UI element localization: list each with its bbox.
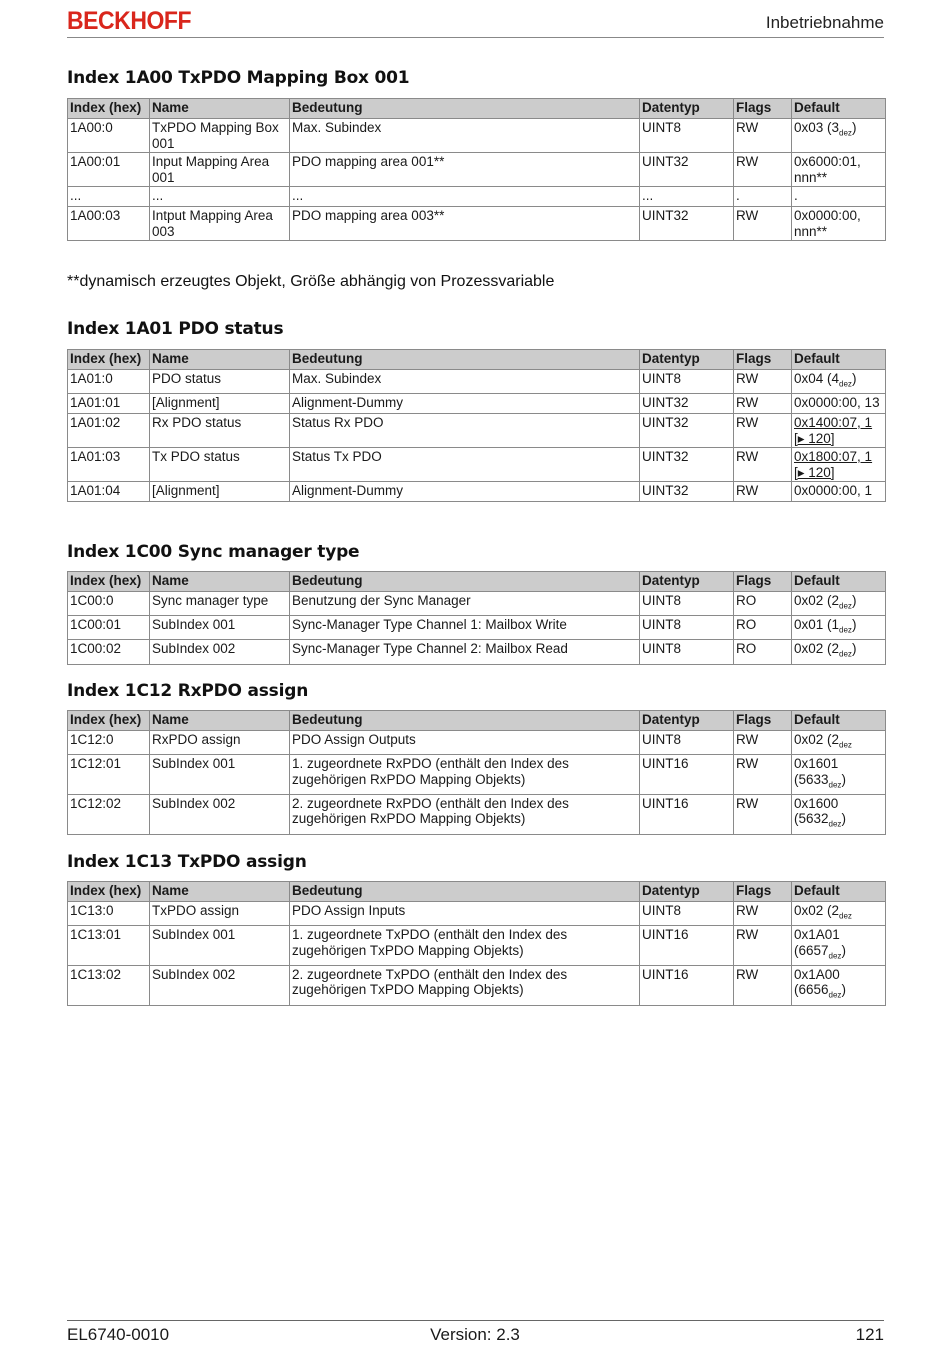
table-cell: [Alignment] <box>150 394 290 414</box>
table-row <box>68 755 886 795</box>
column-header: Default <box>792 882 886 902</box>
table-header-row <box>68 350 886 370</box>
table-row <box>68 370 886 394</box>
table-cell: ... <box>68 187 150 207</box>
object-table <box>67 349 886 502</box>
table-cell: Status Rx PDO <box>290 414 640 448</box>
table-cell: UINT16 <box>640 965 734 1005</box>
table-cell: SubIndex 002 <box>150 965 290 1005</box>
table-cell: UINT16 <box>640 926 734 966</box>
table-cell: SubIndex 002 <box>150 794 290 834</box>
table-cell: RW <box>734 926 792 966</box>
table-cell: ... <box>150 187 290 207</box>
table-cell: Alignment-Dummy <box>290 394 640 414</box>
table-cell: 1A00:01 <box>68 153 150 187</box>
table-header-row <box>68 711 886 731</box>
table-row <box>68 965 886 1005</box>
table-cell: Intput Mapping Area 003 <box>150 207 290 241</box>
table-cell: TxPDO assign <box>150 902 290 926</box>
section-title: Index 1A01 PDO status <box>67 319 284 339</box>
column-header: Name <box>150 572 290 592</box>
table-cell: RO <box>734 616 792 640</box>
table-cell: RW <box>734 207 792 241</box>
table-cell: UINT32 <box>640 482 734 502</box>
column-header: Flags <box>734 882 792 902</box>
column-header: Name <box>150 350 290 370</box>
default-value-link[interactable]: 0x1800:07, 1 [▸ 120] <box>794 449 873 480</box>
table-cell: ... <box>290 187 640 207</box>
table-cell: UINT8 <box>640 119 734 153</box>
table-cell: 0x1601 $(5633_{dez})$ <box>792 755 886 795</box>
table-cell: UINT32 <box>640 414 734 448</box>
table-cell: Tx PDO status <box>150 448 290 482</box>
footer-page-number: 121 <box>855 1325 884 1344</box>
table-cell: 1A01:01 <box>68 394 150 414</box>
table-cell: UINT8 <box>640 640 734 664</box>
table-cell: 1A00:03 <box>68 207 150 241</box>
column-header: Datentyp <box>640 882 734 902</box>
column-header: Bedeutung <box>290 711 640 731</box>
column-header: Index (hex) <box>68 99 150 119</box>
column-header: Index (hex) <box>68 711 150 731</box>
table-header-row <box>68 882 886 902</box>
table-cell: 1A01:02 <box>68 414 150 448</box>
table-row <box>68 119 886 153</box>
table-cell: 0x02 ($2_{dez}$ <box>792 902 886 926</box>
column-header: Flags <box>734 572 792 592</box>
table-cell: Alignment-Dummy <box>290 482 640 502</box>
column-header: Bedeutung <box>290 572 640 592</box>
table-cell: RW <box>734 370 792 394</box>
table-cell <box>792 448 886 482</box>
table-cell: RO <box>734 640 792 664</box>
table-cell: 0x04 $(4_{dez})$ <box>792 370 886 394</box>
table-row <box>68 414 886 448</box>
table-cell: RW <box>734 153 792 187</box>
table-cell: RW <box>734 482 792 502</box>
table-cell: Benutzung der Sync Manager <box>290 592 640 616</box>
column-header: Index (hex) <box>68 350 150 370</box>
table-cell: 0x0000:00, nnn** <box>792 207 886 241</box>
table-cell: 0x1A00 $(6656_{dez})$ <box>792 965 886 1005</box>
table-cell: SubIndex 001 <box>150 926 290 966</box>
object-table <box>67 571 886 665</box>
table-cell: Sync-Manager Type Channel 1: Mailbox Write <box>290 616 640 640</box>
table-cell: Status Tx PDO <box>290 448 640 482</box>
table-row <box>68 153 886 187</box>
table-cell: 1C13:01 <box>68 926 150 966</box>
table-cell: 2. zugeordnete RxPDO (enthält den Index des zugehörigen RxPDO Mapping Objekts) <box>290 794 640 834</box>
table-cell: UINT8 <box>640 902 734 926</box>
table-cell: RW <box>734 965 792 1005</box>
column-header: Default <box>792 99 886 119</box>
table-cell: 1C00:01 <box>68 616 150 640</box>
table-cell: RW <box>734 731 792 755</box>
table-cell: RxPDO assign <box>150 731 290 755</box>
table-cell: RW <box>734 902 792 926</box>
table-cell: 1C12:01 <box>68 755 150 795</box>
object-table <box>67 881 886 1006</box>
table-row <box>68 207 886 241</box>
table-cell: 1C12:0 <box>68 731 150 755</box>
table-row <box>68 794 886 834</box>
table-cell: PDO Assign Outputs <box>290 731 640 755</box>
table-cell: 0x02 $(2_{dez})$ <box>792 592 886 616</box>
footer-product: EL6740-0010 <box>67 1325 170 1344</box>
table-cell: 0x02 ($2_{dez}$ <box>792 731 886 755</box>
chapter-title: Inbetriebnahme <box>765 13 884 32</box>
object-table <box>67 98 886 241</box>
table-cell: ... <box>640 187 734 207</box>
table-cell: 1C12:02 <box>68 794 150 834</box>
table-header-row <box>68 572 886 592</box>
column-header: Bedeutung <box>290 99 640 119</box>
table-cell: RW <box>734 755 792 795</box>
section-title: Index 1C13 TxPDO assign <box>67 852 307 872</box>
table-cell: [Alignment] <box>150 482 290 502</box>
table-cell: UINT8 <box>640 370 734 394</box>
table-row <box>68 616 886 640</box>
section-title: Index 1C00 Sync manager type <box>67 542 360 562</box>
column-header: Name <box>150 882 290 902</box>
table-cell: 0x0000:00, 13 <box>792 394 886 414</box>
table-cell: RW <box>734 794 792 834</box>
table-row <box>68 926 886 966</box>
table-cell: SubIndex 001 <box>150 616 290 640</box>
table-cell: Input Mapping Area 001 <box>150 153 290 187</box>
table-cell: 1C00:0 <box>68 592 150 616</box>
column-header: Index (hex) <box>68 572 150 592</box>
table-cell: UINT32 <box>640 448 734 482</box>
column-header: Datentyp <box>640 572 734 592</box>
table-cell: PDO mapping area 003** <box>290 207 640 241</box>
table-cell: 1. zugeordnete RxPDO (enthält den Index des zugehörigen RxPDO Mapping Objekts) <box>290 755 640 795</box>
default-value-link[interactable]: 0x1400:07, 1 [▸ 120] <box>794 415 873 446</box>
header-divider <box>67 37 884 38</box>
table-cell: PDO mapping area 001** <box>290 153 640 187</box>
table-cell: RO <box>734 592 792 616</box>
table-cell: TxPDO Mapping Box 001 <box>150 119 290 153</box>
column-header: Default <box>792 711 886 731</box>
table-row <box>68 448 886 482</box>
footnote: **dynamisch erzeugtes Objekt, Größe abhängig von Prozessvariable <box>67 273 555 290</box>
table-cell: 1C13:0 <box>68 902 150 926</box>
table-cell: 0x6000:01, nnn** <box>792 153 886 187</box>
table-row <box>68 731 886 755</box>
beckhoff-logo: BECKHOFF <box>67 7 192 35</box>
table-cell: 0x01 $(1_{dez})$ <box>792 616 886 640</box>
table-cell: 1C00:02 <box>68 640 150 664</box>
footer-version: Version: 2.3 <box>430 1325 520 1344</box>
table-cell: UINT8 <box>640 731 734 755</box>
table-cell: Sync-Manager Type Channel 2: Mailbox Read <box>290 640 640 664</box>
column-header: Datentyp <box>640 99 734 119</box>
table-row <box>68 640 886 664</box>
table-cell: PDO Assign Inputs <box>290 902 640 926</box>
table-cell: UINT8 <box>640 616 734 640</box>
column-header: Name <box>150 99 290 119</box>
section-title: Index 1C12 RxPDO assign <box>67 681 309 701</box>
table-cell: 0x02 $(2_{dez})$ <box>792 640 886 664</box>
table-header-row <box>68 99 886 119</box>
table-cell: UINT32 <box>640 153 734 187</box>
table-cell: 1A01:04 <box>68 482 150 502</box>
table-cell: 1A00:0 <box>68 119 150 153</box>
table-cell: 0x1600 $(5632_{dez})$ <box>792 794 886 834</box>
table-cell: UINT16 <box>640 794 734 834</box>
table-row <box>68 394 886 414</box>
table-cell: . <box>792 187 886 207</box>
table-cell: RW <box>734 414 792 448</box>
footer-divider <box>67 1320 884 1321</box>
table-cell: RW <box>734 448 792 482</box>
column-header: Default <box>792 572 886 592</box>
column-header: Bedeutung <box>290 882 640 902</box>
table-cell: 1A01:0 <box>68 370 150 394</box>
table-cell: PDO status <box>150 370 290 394</box>
table-cell: Rx PDO status <box>150 414 290 448</box>
column-header: Default <box>792 350 886 370</box>
table-cell: SubIndex 001 <box>150 755 290 795</box>
column-header: Name <box>150 711 290 731</box>
table-cell <box>792 414 886 448</box>
column-header: Datentyp <box>640 711 734 731</box>
table-cell: RW <box>734 394 792 414</box>
table-cell: 1. zugeordnete TxPDO (enthält den Index des zugehörigen TxPDO Mapping Objekts) <box>290 926 640 966</box>
table-cell: UINT8 <box>640 592 734 616</box>
table-cell: 2. zugeordnete TxPDO (enthält den Index des zugehörigen TxPDO Mapping Objekts) <box>290 965 640 1005</box>
column-header: Flags <box>734 350 792 370</box>
table-cell: RW <box>734 119 792 153</box>
table-cell: . <box>734 187 792 207</box>
table-cell: 0x1A01 $(6657_{dez})$ <box>792 926 886 966</box>
table-cell: SubIndex 002 <box>150 640 290 664</box>
table-cell: Max. Subindex <box>290 370 640 394</box>
column-header: Index (hex) <box>68 882 150 902</box>
table-row <box>68 592 886 616</box>
table-cell: 1A01:03 <box>68 448 150 482</box>
column-header: Datentyp <box>640 350 734 370</box>
column-header: Flags <box>734 99 792 119</box>
table-cell: UINT32 <box>640 207 734 241</box>
table-cell: 0x0000:00, 1 <box>792 482 886 502</box>
table-cell: Max. Subindex <box>290 119 640 153</box>
table-cell: UINT16 <box>640 755 734 795</box>
table-row <box>68 482 886 502</box>
table-cell: Sync manager type <box>150 592 290 616</box>
object-table <box>67 710 886 835</box>
table-cell: 1C13:02 <box>68 965 150 1005</box>
table-cell: 0x03 $(3_{dez})$ <box>792 119 886 153</box>
table-row <box>68 902 886 926</box>
table-cell: UINT32 <box>640 394 734 414</box>
column-header: Flags <box>734 711 792 731</box>
section-title: Index 1A00 TxPDO Mapping Box 001 <box>67 68 410 88</box>
table-row <box>68 187 886 207</box>
column-header: Bedeutung <box>290 350 640 370</box>
